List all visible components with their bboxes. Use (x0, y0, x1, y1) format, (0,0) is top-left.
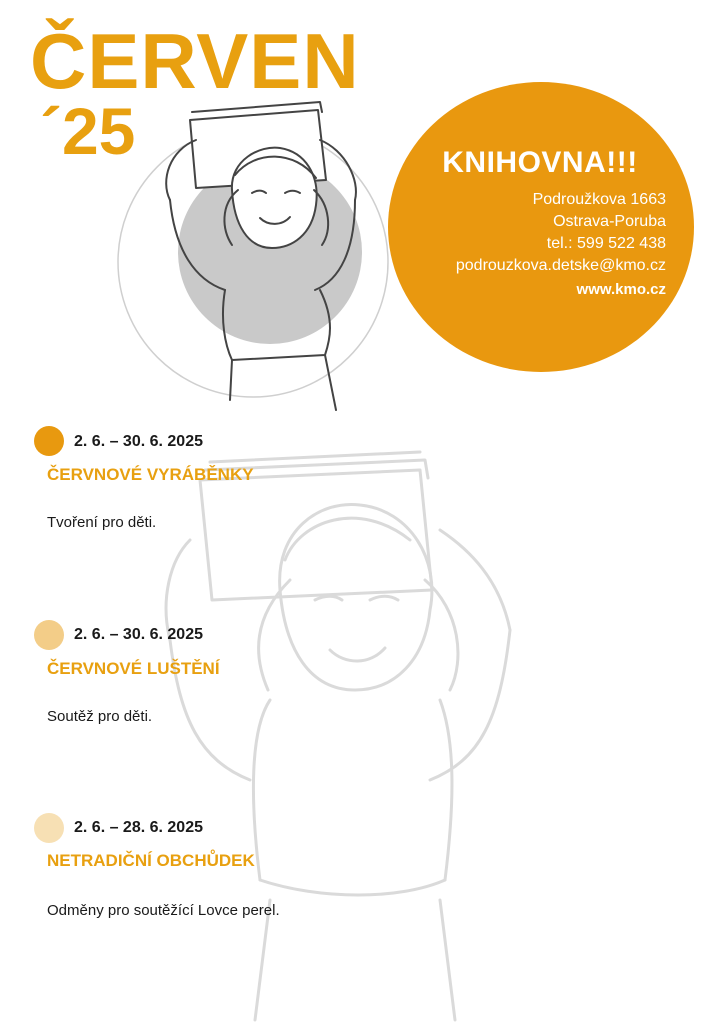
event-dot (34, 426, 64, 456)
address-line-1: Podroužkova 1663 (532, 191, 666, 208)
email-link[interactable]: podrouzkova.detske@kmo.cz (455, 257, 666, 274)
event-date: 2. 6. – 30. 6. 2025 (74, 626, 203, 643)
month-title: ČERVEN (30, 17, 360, 105)
event-description: Tvoření pro děti. (47, 514, 157, 531)
event-title: NETRADIČNÍ OBCHŮDEK (47, 851, 255, 870)
event-date: 2. 6. – 30. 6. 2025 (74, 433, 203, 450)
event-description: Odměny pro soutěžící Lovce perel. (47, 902, 280, 919)
event-date: 2. 6. – 28. 6. 2025 (74, 819, 203, 836)
website-link[interactable]: www.kmo.cz (576, 281, 666, 298)
phone: tel.: 599 522 438 (546, 235, 666, 252)
address-line-2: Ostrava-Poruba (553, 213, 666, 230)
event-description: Soutěž pro děti. (47, 708, 153, 725)
event-title: ČERVNOVÉ LUŠTĚNÍ (47, 659, 220, 678)
event-title: ČERVNOVÉ VYRÁBĚNKY (47, 465, 254, 484)
year-title: ´25 (40, 94, 136, 168)
event-dot (34, 620, 64, 650)
event-dot (34, 813, 64, 843)
library-title: KNIHOVNA!!! (442, 146, 638, 179)
